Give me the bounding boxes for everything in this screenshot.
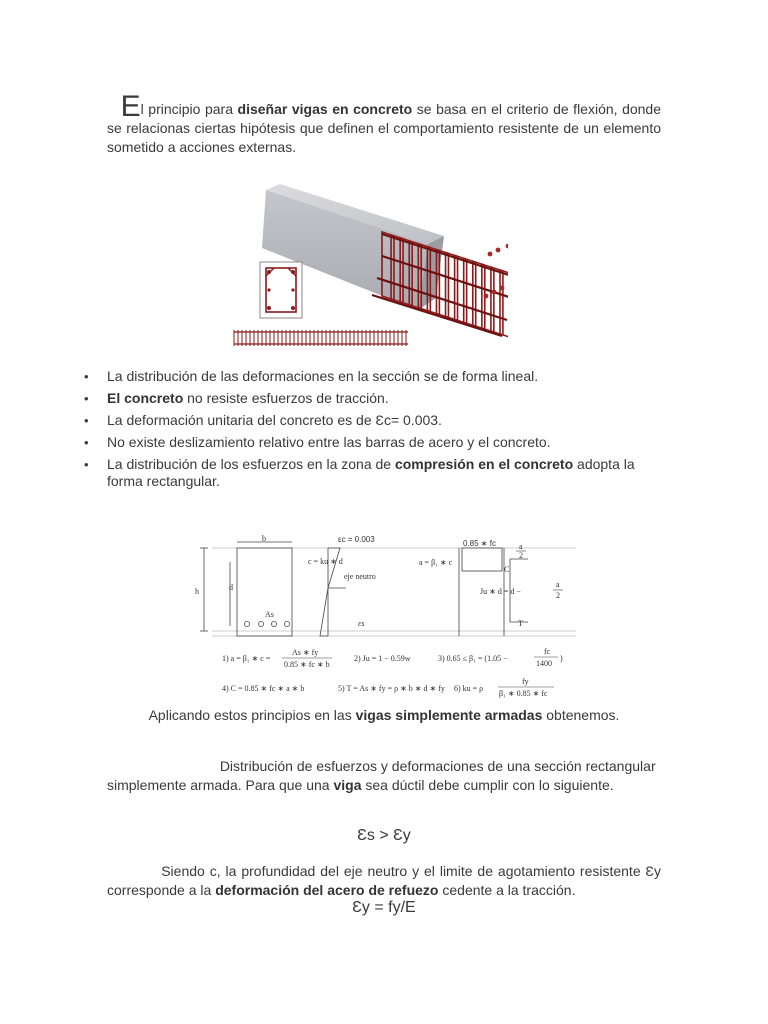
equation-3: 3) 0.65 ≤ β₁ = (1.05 − [438,654,508,663]
list-item: • La distribución de los esfuerzos en la zona de compresión en el concreto adopta la forma rectangular. [84,456,664,490]
label-b: b [262,534,266,543]
stirrup [500,270,508,338]
applying-paragraph: Aplicando estos principios en las vigas simplemente armadas obtenemos. [148,707,620,723]
label-085fc: 0.85 ∗ fc [463,539,496,548]
svg-text:fc: fc [544,647,551,656]
equation-5: 5) T = As ∗ fy = ρ ∗ b ∗ d ∗ fy [338,684,445,693]
stirrup [473,261,485,329]
equation-1: 1) a = β₁ ∗ c = [222,654,271,663]
label-ec: εc = 0.003 [338,535,375,544]
label-C: C [504,565,510,574]
list-item: • El concreto no resiste esfuerzos de tracción. [84,390,664,407]
ductility-condition: Ɛs > Ɛy [357,827,411,844]
equation-2: 2) Ju = 1 − 0.59w [354,654,411,663]
label-as: As [265,610,274,619]
svg-text:1400: 1400 [536,659,552,668]
list-item: • La distribución de las deformaciones en la sección se de forma lineal. [84,368,664,385]
label-es: εs [358,619,365,628]
list-item: • La deformación unitaria del concreto es de Ɛc= 0.003. [84,412,664,429]
svg-text:β₁ ∗ 0.85 ∗ fc: β₁ ∗ 0.85 ∗ fc [499,689,548,698]
yield-strain-equation: Ɛy = fy/E [352,899,416,916]
stirrup [446,252,458,320]
reinforced-beam-illustration [232,160,508,352]
stirrup [455,255,467,323]
label-eje-neutro: eje neutro [344,572,376,581]
intro-paragraph: El principio para diseñar vigas en concreto se basa en el criterio de flexión, donde se relacionas ciertas hipótesis que definen el comportamiento resistente de un elemento sometido a acciones externas. [107,90,662,155]
distribution-paragraph: Distribución de esfuerzos y deformaciones de una sección rectangular simplemente armada. Para que una viga sea dúctil debe cumplir con lo siguiente. [107,758,656,793]
bold-design-beams: diseñar vigas en concreto [237,101,413,117]
list-item: • No existe deslizamiento relativo entre las barras de acero y el concreto. [84,434,664,451]
svg-text:a: a [556,580,560,589]
label-a: a = β₁ ∗ c [419,558,453,567]
hypotheses-list [84,368,664,495]
equation-4: 4) C = 0.85 ∗ fc ∗ a ∗ b [222,684,305,693]
label-T: T [518,619,523,628]
label-d: d [229,583,233,592]
stress-strain-diagram [192,528,576,698]
svg-text:0.85 ∗ fc ∗ b: 0.85 ∗ fc ∗ b [284,660,330,669]
svg-text:fy: fy [522,677,529,686]
stirrup [464,258,476,326]
stirrup [491,267,503,335]
svg-text:a: a [519,542,523,551]
equation-6: 6) ku = ρ [454,684,484,693]
svg-text:2: 2 [556,591,560,600]
label-jud: Ju ∗ d = d − [480,587,521,596]
siendo-paragraph: Siendo c, la profundidad del eje neutro y el limite de agotamiento resistente Ɛy corresponde a la deformación del acero de refuezo cedente a la tracción. [107,863,661,898]
svg-text:2: 2 [519,551,523,560]
stirrup [482,264,494,332]
svg-text:As ∗ fy: As ∗ fy [292,648,319,657]
label-h: h [195,587,199,596]
svg-text:): ) [560,654,563,663]
label-c: c = ku ∗ d [308,557,343,566]
drop-cap: E [120,90,141,123]
